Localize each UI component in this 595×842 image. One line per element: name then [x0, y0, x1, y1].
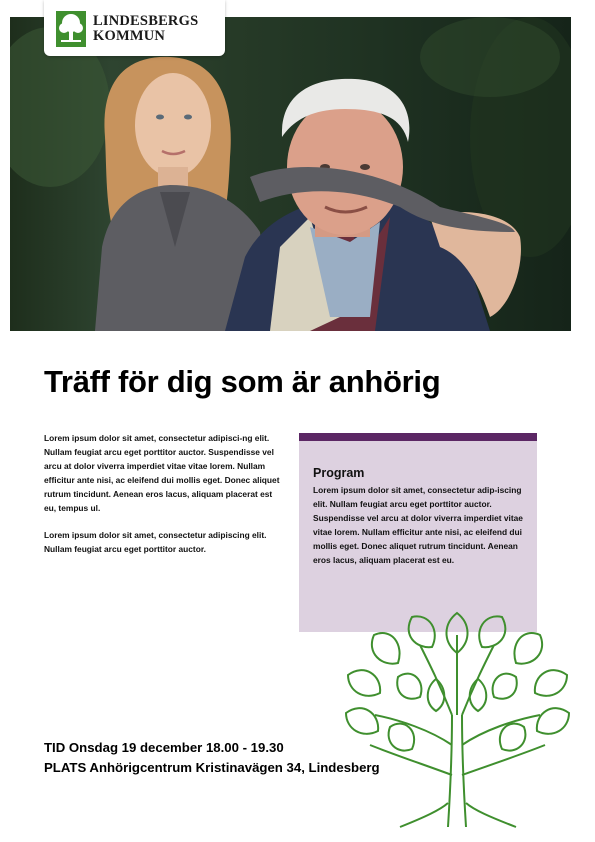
- header-photo: [10, 17, 571, 331]
- program-box: [299, 433, 537, 632]
- event-place: PLATS Anhörigcentrum Kristinavägen 34, Lindesberg: [44, 760, 380, 775]
- tree-outline-icon: [340, 605, 575, 830]
- logo-wordmark: [93, 14, 198, 44]
- logo-box: [44, 0, 225, 56]
- logo-line-1: LINDESBERGS: [93, 13, 199, 29]
- event-info: [44, 738, 380, 778]
- body-text: [44, 432, 284, 571]
- logo-line-2: KOMMUN: [93, 28, 166, 44]
- event-time: TID Onsdag 19 december 18.00 - 19.30: [44, 740, 284, 755]
- photo-illustration: [10, 17, 571, 331]
- tree-icon: [56, 11, 86, 47]
- program-heading: Program: [313, 466, 365, 480]
- page-title: Träff för dig som är anhörig: [44, 364, 441, 399]
- program-text: Lorem ipsum dolor sit amet, consectetur adip-iscing elit. Nullam feugiat arcu eget porttitor auctor. Suspendisse vel arcu at dolor viverra imperdiet vitae vitae lorem. Nullam efficitur ante nisi, ac eleifend dui mollis eget. Donec aliquet rutrum tincidunt. Aenean eros lacus, aliquam placerat est eu.: [313, 485, 523, 566]
- body-paragraph-1: Lorem ipsum dolor sit amet, consectetur adipisci-ng elit. Nullam feugiat arcu eget porttitor auctor. Suspendisse vel arcu at dolor viverra imperdiet vitae vitae lorem. Nullam efficitur ante nisi, ac eleifend dui mollis eget. Donec aliquet rutrum tincidunt. Aenean eros lacus, aliquam placerat est eu, tempus ul.: [44, 433, 280, 513]
- body-paragraph-2: Lorem ipsum dolor sit amet, consectetur adipiscing elit. Nullam feugiat arcu eget porttitor auctor.: [44, 530, 267, 555]
